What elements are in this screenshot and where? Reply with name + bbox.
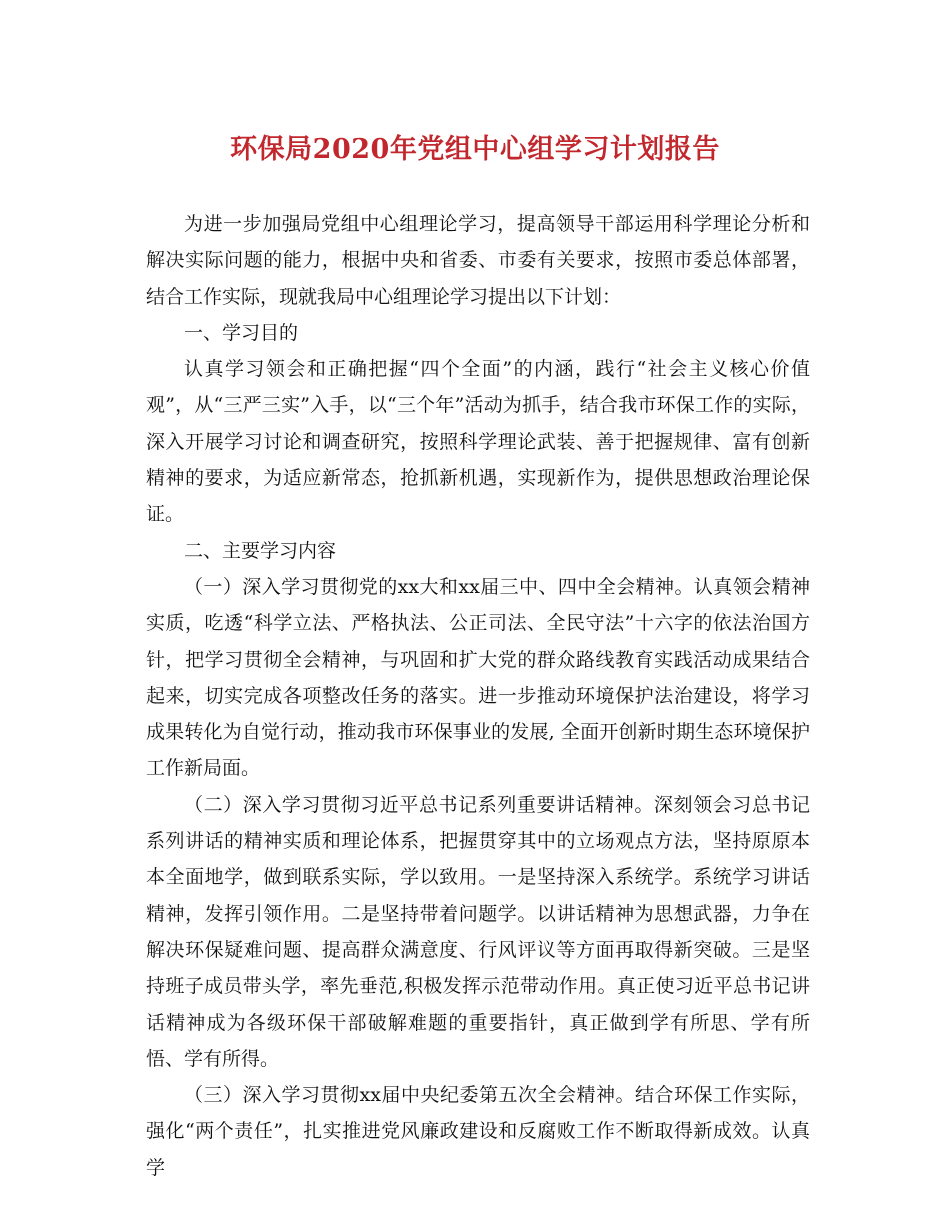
section-heading-purpose: 一、学习目的 [184,321,299,344]
section-heading-content: 二、主要学习内容 [184,539,337,562]
purpose-paragraph: 认真学习领会和正确把握“四个全面”的内涵，践行“社会主义核心价值观”，从“三严三实”入手，以“三个年”活动为抓手，结合我市环保工作的实际，深入开展学习讨论和调查研究，按照科学理论武装、善于把握规律、富有创新精神的要求，为适应新常态，抢抓新机遇，实现新作为，提供思想政治理论保证。 [146,358,810,526]
intro-paragraph: 为进一步加强局党组中心组理论学习，提高领导干部运用科学理论分析和解决实际问题的能力，根据中央和省委、市委有关要求，按照市委总体部署，结合工作实际，现就我局中心组理论学习提出以下计划： [146,213,810,308]
document-body [146,206,810,1186]
content-item-1: （一）深入学习贯彻党的xx大和xx届三中、四中全会精神。认真领会精神实质，吃透“科学立法、严格执法、公正司法、全民守法”十六字的依法治国方针，把学习贯彻全会精神，与巩固和扩大党的群众路线教育实践活动成果结合起来，切实完成各项整改任务的落实。进一步推动环境保护法治建设，将学习成果转化为自觉行动，推动我市环保事业的发展, 全面开创新时期生态环境保护工作新局面。 [146,575,810,780]
content-item-3: （三）深入学习贯彻xx届中央纪委第五次全会精神。结合环保工作实际，强化“两个责任”，扎实推进党风廉政建设和反腐败工作不断取得新成效。认真学 [146,1084,810,1179]
content-item-2: （二）深入学习贯彻习近平总书记系列重要讲话精神。深刻领会习总书记系列讲话的精神实质和理论体系，把握贯穿其中的立场观点方法，坚持原原本本全面地学，做到联系实际，学以致用。一是坚持深入系统学。系统学习讲话精神，发挥引领作用。二是坚持带着问题学。以讲话精神为思想武器，力争在解决环保疑难问题、提高群众满意度、行风评议等方面再取得新突破。三是坚持班子成员带头学，率先垂范,积极发挥示范带动作用。真正使习近平总书记讲话精神成为各级环保干部破解难题的重要指针，真正做到学有所思、学有所悟、学有所得。 [146,793,810,1070]
document-title: 环保局2020年党组中心组学习计划报告 [230,134,720,165]
